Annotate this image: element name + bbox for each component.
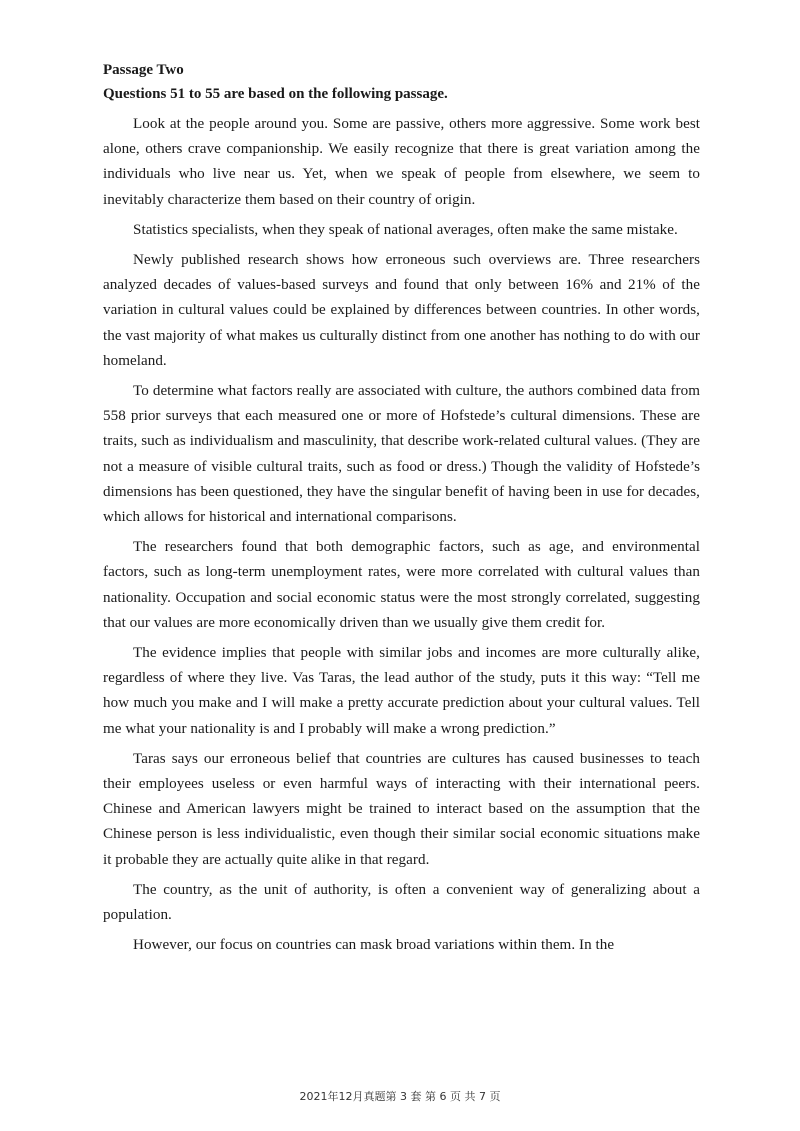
paragraph: To determine what factors really are associated with culture, the authors combined data from 558 prior surveys that each measured one or more of Hofstede’s cultural dimensions. These are traits, such as individualism and masculinity, that describe work-related cultural values. (They are not a measure of visible cultural traits, such as food or dress.) Though the validity of Hofstede’s dimensions has been questioned, they have the singular benefit of having been in use for decades, which allows for historical and international comparisons. xyxy=(103,383,700,526)
paragraph: The evidence implies that people with similar jobs and incomes are more culturally alike, regardless of where they live. Vas Taras, the lead author of the study, puts it this way: “Tell me how much you make and I will make a pretty accurate prediction about your cultural values. Tell me what your nationality is and I probably will make a wrong prediction.” xyxy=(103,645,700,737)
paragraph: Look at the people around you. Some are passive, others more aggressive. Some work best alone, others crave companionship. We easily recognize that there is great variation among the individuals who live near us. Yet, when we speak of people from elsewhere, we seem to inevitably characterize them based on their country of origin. xyxy=(103,116,700,208)
paragraph: Statistics specialists, when they speak of national averages, often make the same mistake. xyxy=(133,221,678,238)
passage-body xyxy=(103,112,700,959)
passage-content xyxy=(103,58,700,964)
paragraph: However, our focus on countries can mask broad variations within them. In the xyxy=(133,937,615,954)
paragraph: The country, as the unit of authority, is often a convenient way of generalizing about a population. xyxy=(103,881,700,924)
passage-title: Passage Two xyxy=(103,62,184,78)
page-footer: 2021年12月真题第 3 套 第 6 页 共 7 页 xyxy=(299,1090,501,1103)
paragraph: Newly published research shows how erroneous such overviews are. Three researchers analyzed decades of values-based surveys and found that only between 16% and 21% of the variation in cultural values could be explained by differences between countries. In other words, the vast majority of what makes us culturally distinct from one another has nothing to do with our homeland. xyxy=(103,252,700,369)
paragraph: The researchers found that both demographic factors, such as age, and environmental factors, such as long-term unemployment rates, were more correlated with cultural values than nationality. Occupation and social economic status were the most strongly correlated, suggesting that our values are more economically driven than we usually give them credit for. xyxy=(103,539,700,631)
questions-instruction: Questions 51 to 55 are based on the following passage. xyxy=(103,86,448,102)
paragraph: Taras says our erroneous belief that countries are cultures has caused businesses to teach their employees useless or even harmful ways of interacting with their international peers. Chinese and American lawyers might be trained to interact based on the assumption that the Chinese person is less individualistic, even though their similar social economic situations make it probable they are actually quite alike in that regard. xyxy=(103,750,700,868)
